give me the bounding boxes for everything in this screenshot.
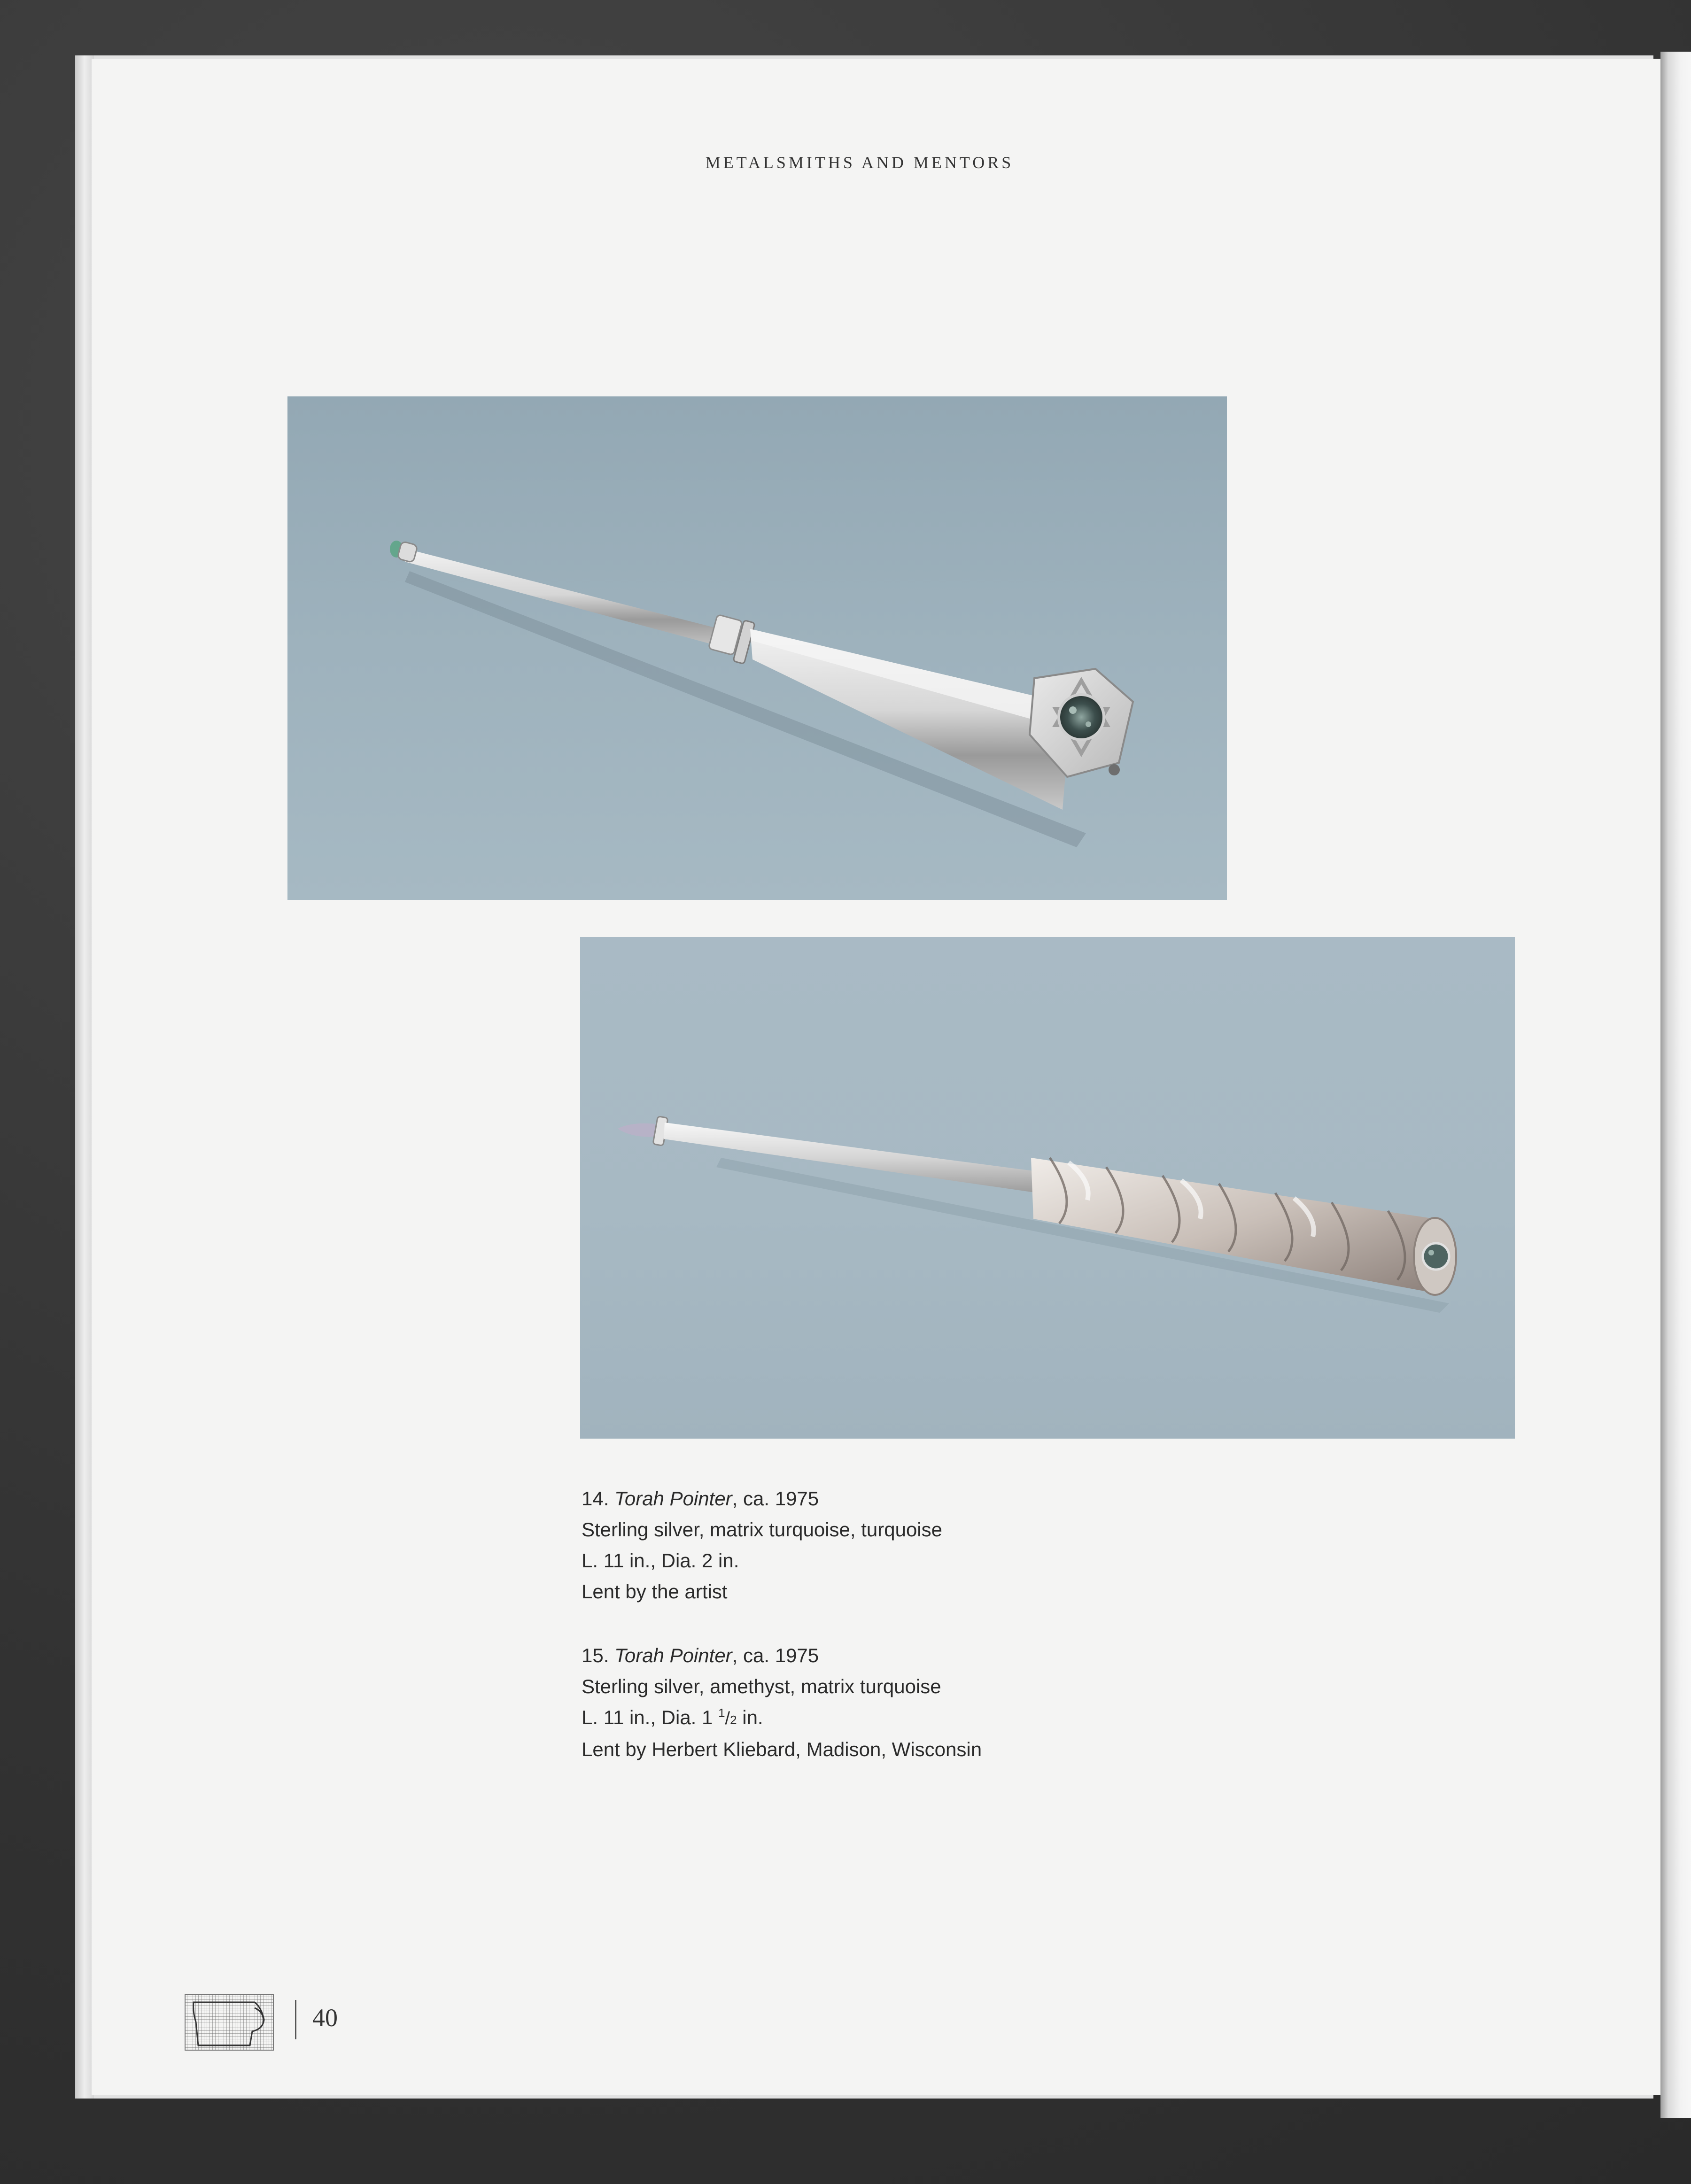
pointer-rod — [664, 1123, 1040, 1193]
fraction-numerator: 1 — [718, 1706, 725, 1720]
running-header: METALSMITHS AND MENTORS — [705, 153, 1014, 172]
grid-vessel-icon — [184, 1994, 274, 2051]
plate-torah-pointer-15 — [580, 937, 1515, 1439]
caption-14-date: , ca. 1975 — [732, 1487, 819, 1510]
caption-14-title: Torah Pointer — [614, 1487, 732, 1510]
torah-pointer-hexagonal-photo — [287, 396, 1227, 900]
caption-15-number: 15. — [582, 1644, 609, 1666]
footer-divider — [295, 2000, 296, 2039]
caption-15-title-line — [582, 1640, 1239, 1671]
caption-14-materials: Sterling silver, matrix turquoise, turquoise — [582, 1518, 942, 1541]
caption-15-credit: Lent by Herbert Kliebard, Madison, Wisconsin — [582, 1738, 982, 1760]
plate-torah-pointer-14 — [287, 396, 1227, 900]
page-number: 40 — [312, 2004, 338, 2032]
torah-pointer-twisted-photo — [580, 937, 1515, 1439]
caption-14-dimensions: L. 11 in., Dia. 2 in. — [582, 1549, 739, 1572]
fraction-denominator: 2 — [730, 1713, 737, 1727]
amethyst-tip — [618, 1123, 655, 1137]
matrix-turquoise-stone — [1059, 695, 1104, 740]
matrix-turquoise-stone — [1423, 1243, 1449, 1270]
caption-14-title-line — [582, 1483, 1239, 1514]
end-cap-hole — [1109, 764, 1120, 775]
caption-15-materials: Sterling silver, amethyst, matrix turquoise — [582, 1675, 941, 1697]
pointer-body — [750, 629, 1067, 810]
caption-14-number: 14. — [582, 1487, 609, 1510]
facing-page-edge — [1660, 52, 1691, 2118]
caption-15-dimensions: L. 11 in., Dia. 1 $^1$/2 in. — [582, 1706, 763, 1728]
caption-15-title: Torah Pointer — [614, 1644, 732, 1666]
caption-14-credit: Lent by the artist — [582, 1580, 728, 1603]
plate-captions — [582, 1483, 1239, 1765]
caption-15-date: , ca. 1975 — [732, 1644, 819, 1666]
page-stack-edge — [75, 55, 94, 2099]
